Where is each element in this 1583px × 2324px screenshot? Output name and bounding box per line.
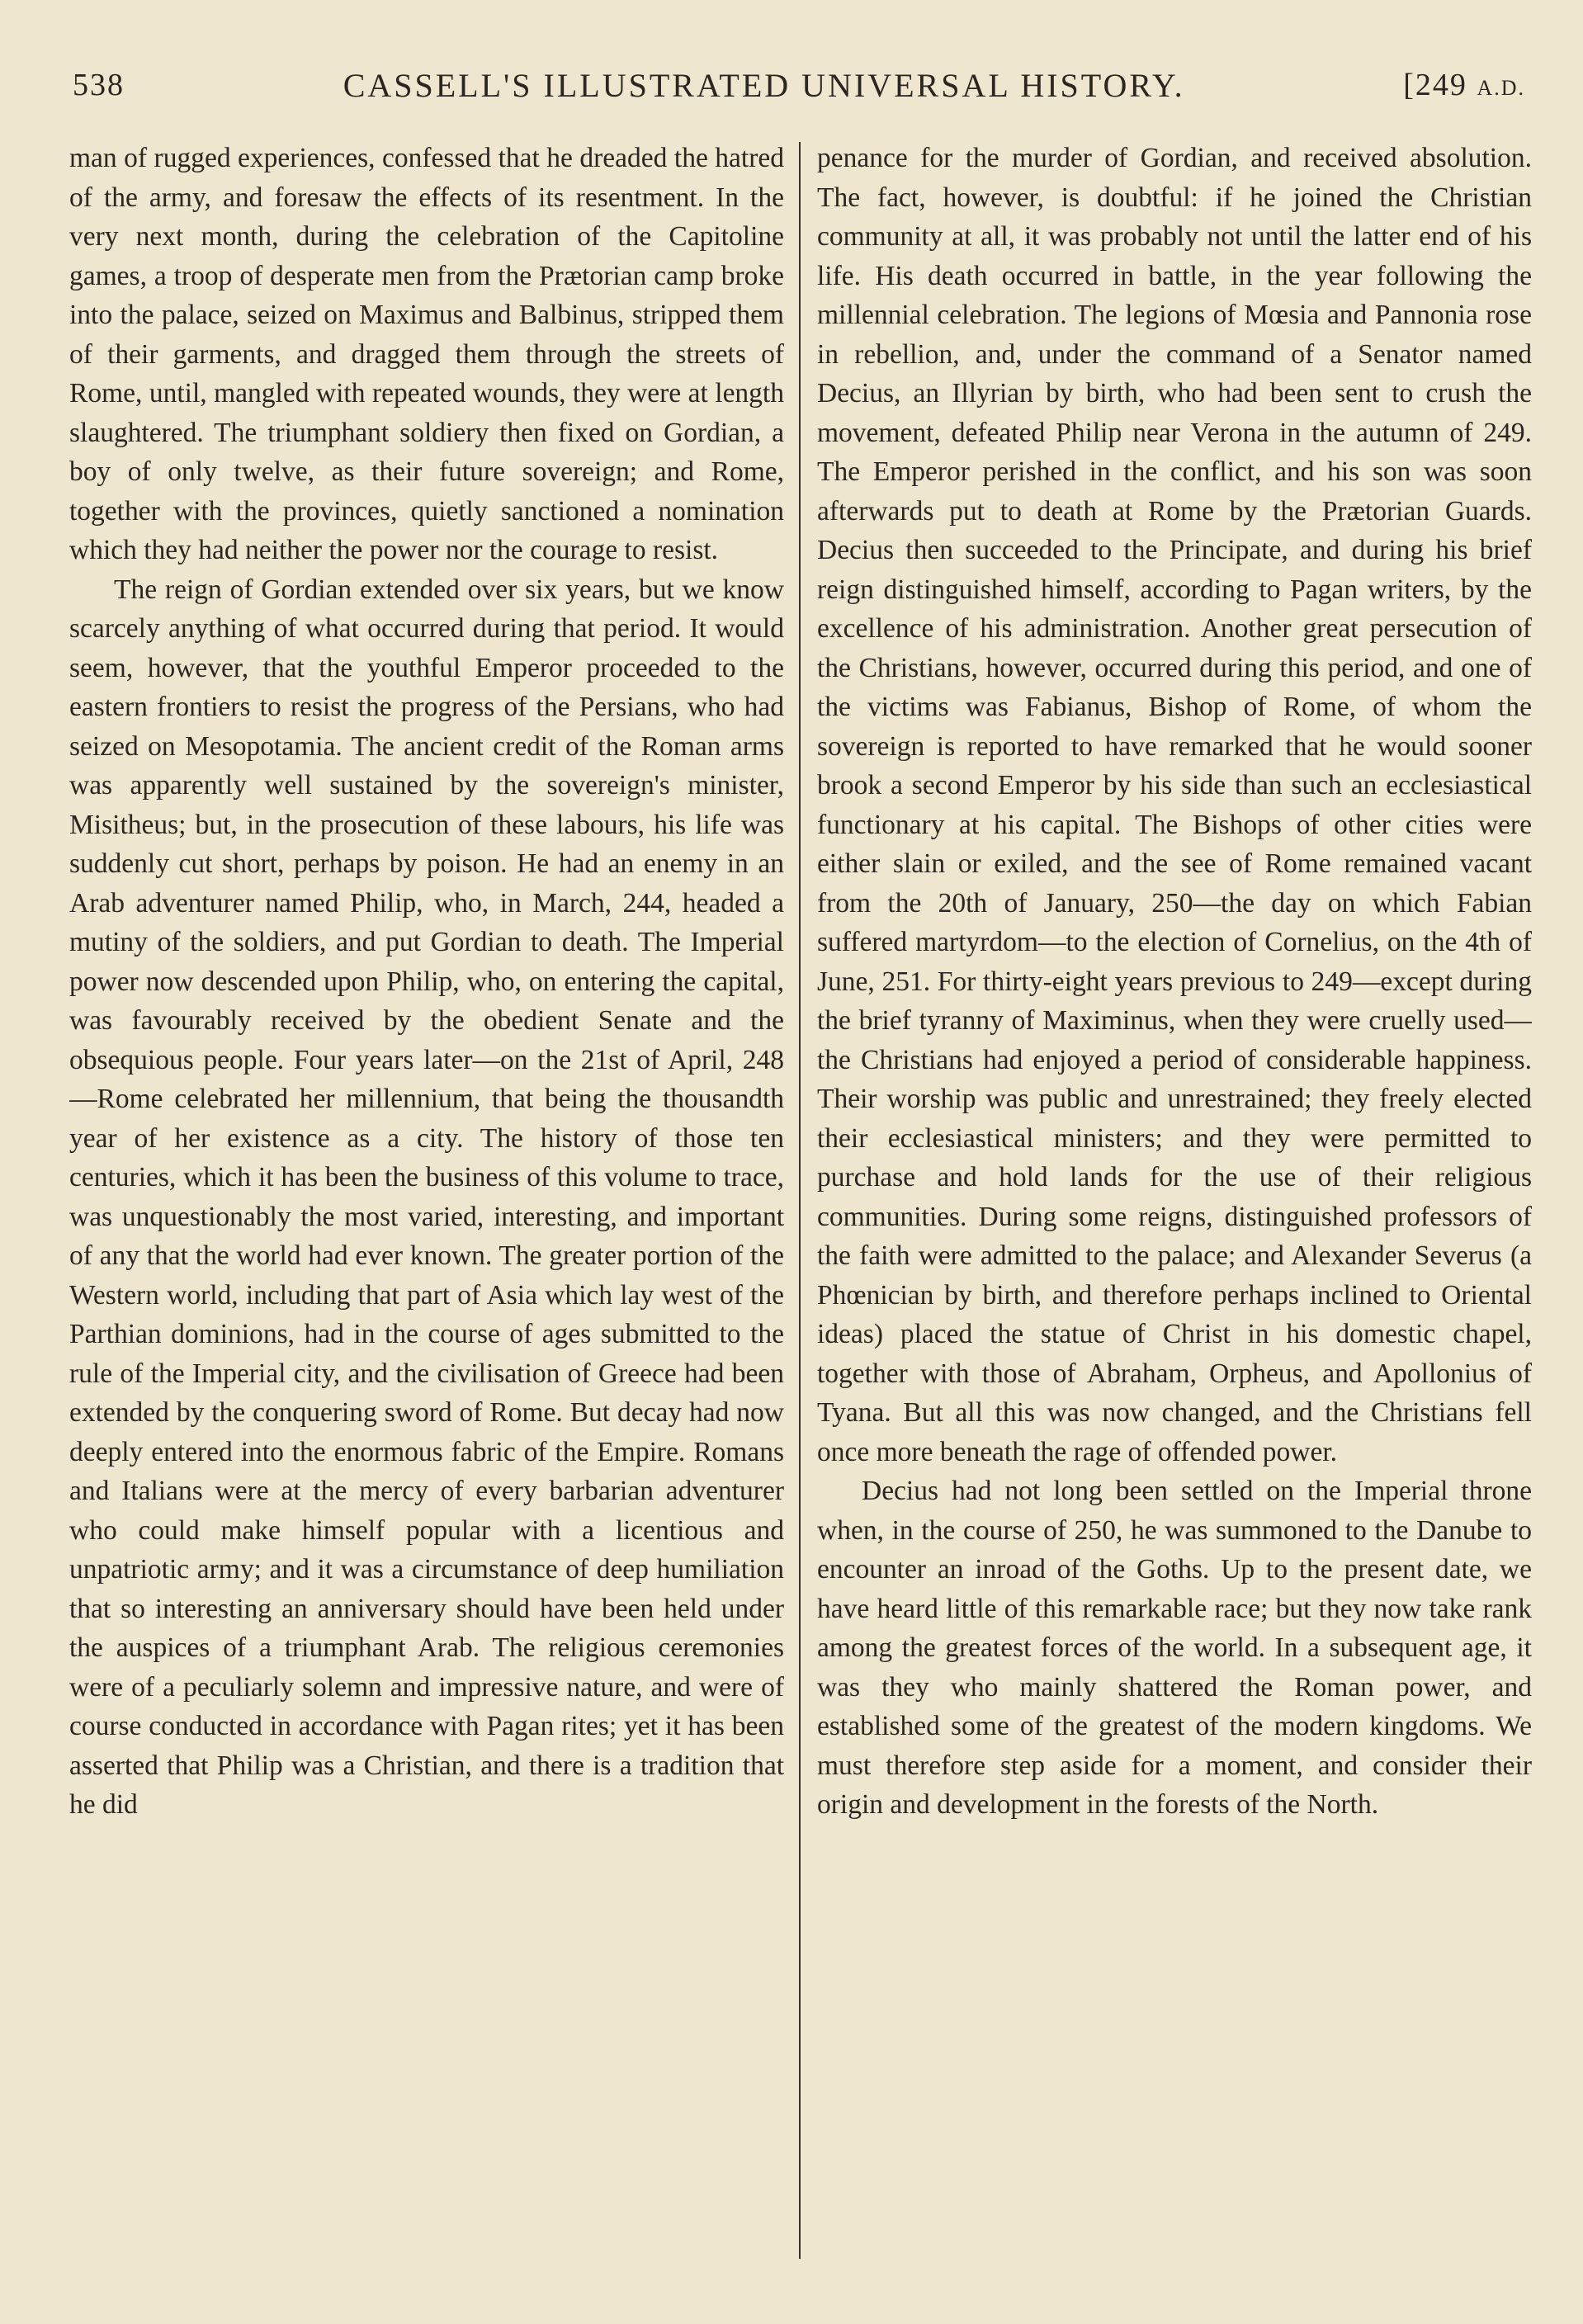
- right-column: [817, 139, 1532, 2284]
- right-paragraph-2: Decius had not long been settled on the Imperial throne when, in the course of 250, he was summoned to the Danube to encounter an inroad of the Goths. Up to the present date, we have heard little of this remarkable race; but they now take rank among the greatest forces of the world. In a subsequent age, it was they who mainly shattered the Roman power, and established some of the greatest of the modern kingdoms. We must therefore step aside for a moment, and consider their origin and development in the forests of the North.: [817, 1476, 1532, 1820]
- page-number: 538: [73, 68, 125, 102]
- right-paragraph-1: penance for the murder of Gordian, and received absolution. The fact, however, is doubtful: if he joined the Christian community at all, it was probably not until the latter end of his life. His death occurred in battle, in the year following the millennial celebration. The legions of Mœsia and Pannonia rose in rebellion, and, under the command of a Senator named Decius, an Illyrian by birth, who had been sent to crush the movement, defeated Philip near Verona in the autumn of 249. The Emperor perished in the conflict, and his son was soon afterwards put to death at Rome by the Prætorian Guards. Decius then succeeded to the Principate, and during his brief reign distinguished himself, according to Pagan writers, by the excellence of his administration. Another great persecution of the Christians, however, occurred during this period, and one of the victims was Fabianus, Bishop of Rome, of whom the sovereign is reported to have remarked that he would sooner brook a second Emperor by his side than such an ecclesiastical functionary at his capital. The Bishops of other cities were either slain or exiled, and the see of Rome remained vacant from the 20th of January, 250—the day on which Fabian suffered martyrdom—to the election of Cornelius, on the 4th of June, 251. For thirty-eight years previous to 249—except during the brief tyranny of Maximinus, when they were cruelly used—the Christians had enjoyed a period of considerable happiness. Their worship was public and unrestrained; they freely elected their ecclesiastical ministers; and they were permitted to purchase and hold lands for the use of their religious communities. During some reigns, distinguished professors of the faith were admitted to the palace; and Alexander Severus (a Phœnician by birth, and therefore perhaps inclined to Oriental ideas) placed the statue of Christ in his domestic chapel, together with those of Abraham, Orpheus, and Apollonius of Tyana. But all this was now changed, and the Christians fell once more beneath the rage of offended power.: [817, 143, 1532, 1467]
- running-title: CASSELL'S ILLUSTRATED UNIVERSAL HISTORY.: [343, 66, 1185, 104]
- page-header: [73, 56, 1525, 114]
- date-era: A.D.: [1477, 76, 1525, 100]
- date-marker: [1403, 67, 1525, 103]
- date-year: [249: [1403, 68, 1467, 102]
- left-column: [69, 139, 784, 2284]
- left-paragraph-2: The reign of Gordian extended over six years, but we know scarcely anything of what occurred during that period. It would seem, however, that the youthful Emperor proceeded to the eastern frontiers to resist the progress of the Persians, who had seized on Mesopotamia. The ancient credit of the Roman arms was apparently well sustained by the sovereign's minister, Misitheus; but, in the prosecution of these labours, his life was suddenly cut short, perhaps by poison. He had an enemy in an Arab adventurer named Philip, who, in March, 244, headed a mutiny of the soldiers, and put Gordian to death. The Imperial power now descended upon Philip, who, on entering the capital, was favourably received by the obedient Senate and the obsequious people. Four years later—on the 21st of April, 248—Rome celebrated her millennium, that being the thousandth year of her existence as a city. The history of those ten centuries, which it has been the business of this volume to trace, was unquestionably the most varied, interesting, and important of any that the world had ever known. The greater portion of the Western world, including that part of Asia which lay west of the Parthian dominions, had in the course of ages submitted to the rule of the Imperial city, and the civilisation of Greece had been extended by the conquering sword of Rome. But decay had now deeply entered into the enormous fabric of the Empire. Romans and Italians were at the mercy of every barbarian adventurer who could make himself popular with a licentious and unpatriotic army; and it was a circumstance of deep humiliation that so interesting an anniversary should have been held under the auspices of a triumphant Arab. The religious ceremonies were of a peculiarly solemn and impressive nature, and were of course conducted in accordance with Pagan rites; yet it has been asserted that Philip was a Christian, and there is a tradition that he did: [69, 574, 784, 1820]
- column-divider: [799, 142, 801, 2259]
- left-paragraph-1: man of rugged experiences, confessed that he dreaded the hatred of the army, and foresaw the effects of its resentment. In the very next month, during the celebration of the Capitoline games, a troop of desperate men from the Prætorian camp broke into the palace, seized on Maximus and Balbinus, stripped them of their garments, and dragged them through the streets of Rome, until, mangled with repeated wounds, they were at length slaughtered. The triumphant soldiery then fixed on Gordian, a boy of only twelve, as their future sovereign; and Rome, together with the provinces, quietly sanctioned a nomination which they had neither the power nor the courage to resist.: [69, 143, 784, 565]
